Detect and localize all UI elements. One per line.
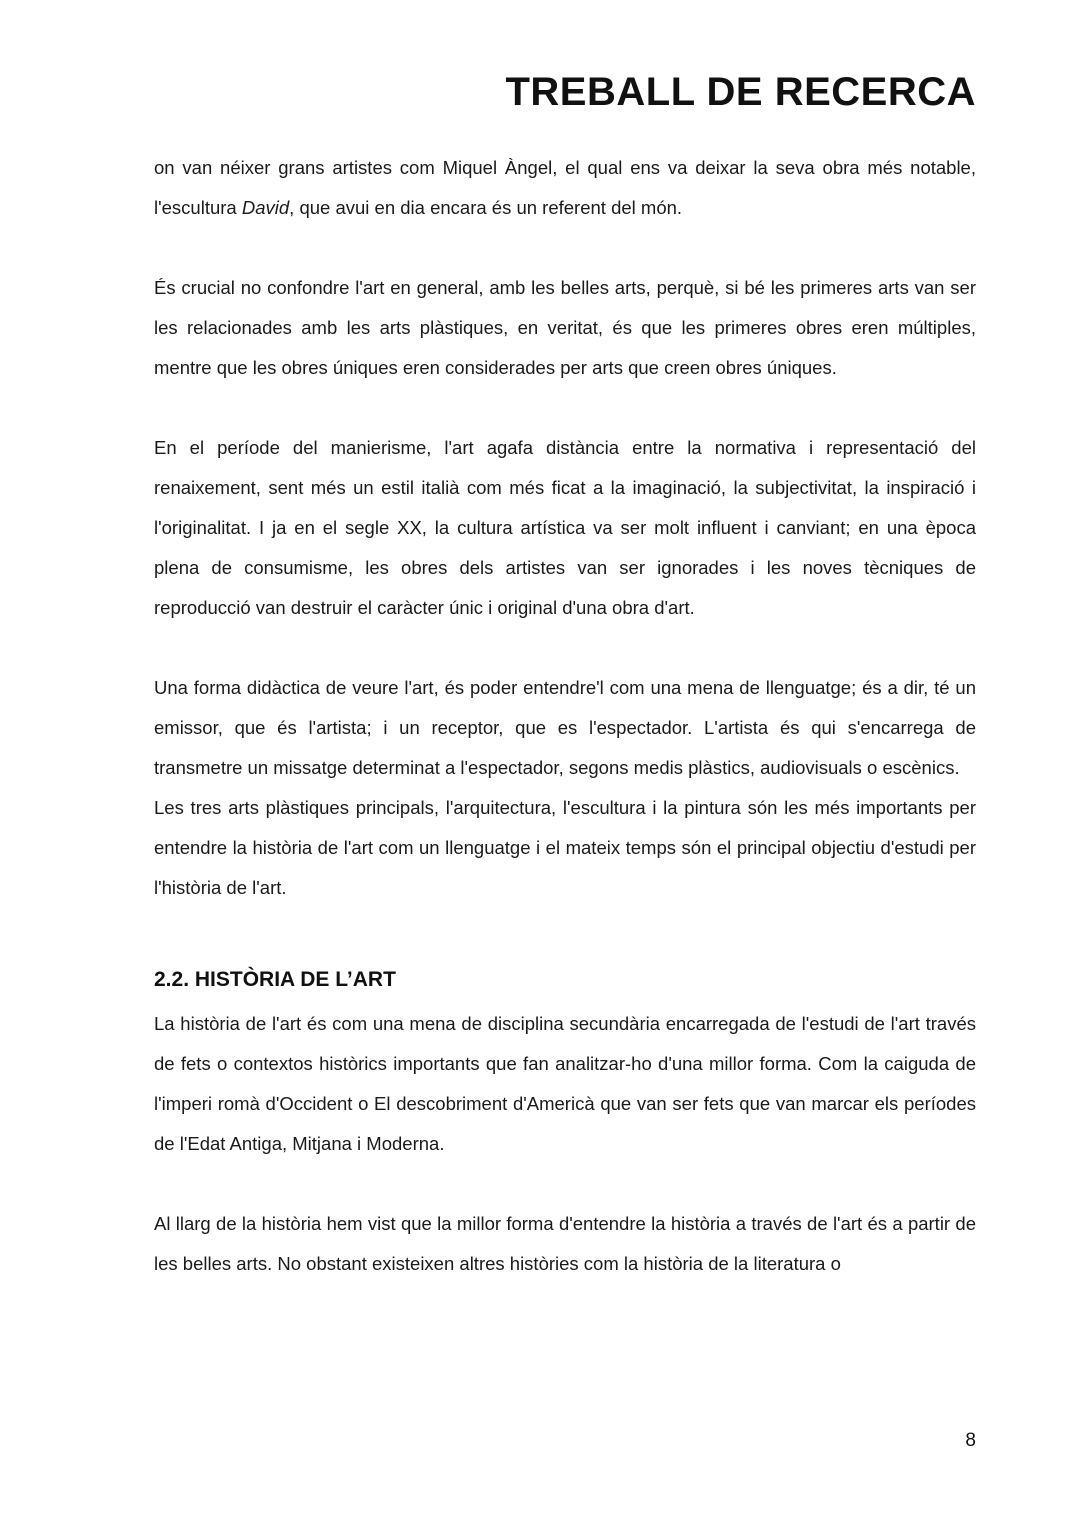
paragraph-spacer <box>154 228 976 268</box>
paragraph-spacer <box>154 628 976 668</box>
paragraph-1 <box>154 148 976 228</box>
document-header-title: TREBALL DE RECERCA <box>505 70 976 114</box>
section-paragraph-2: Al llarg de la història hem vist que la millor forma d'entendre la història a través de l'art és a partir de les belles arts. No obstant existeixen altres històries com la història de la literatura o <box>154 1213 976 1274</box>
paragraph-3: En el període del manierisme, l'art agafa distància entre la normativa i representació del renaixement, sent més un estil italià com més ficat a la imaginació, la subjectivitat, la inspiració i l'originalitat. I ja en el segle XX, la cultura artística va ser molt influent i canviant; en una època plena de consumisme, les obres dels artistes van ser ignorades i les noves tècniques de reproducció van destruir el caràcter únic i original d'una obra d'art. <box>154 437 976 618</box>
paragraph-1-text-end: , que avui en dia encara és un referent del món. <box>289 197 683 218</box>
artwork-title-italic: David <box>241 197 290 218</box>
section-spacer <box>154 908 976 960</box>
paragraph-2: És crucial no confondre l'art en general, amb les belles arts, perquè, si bé les primeres arts van ser les relacionades amb les arts plàstiques, en veritat, és que les primeres obres eren múltiples, mentre que les obres úniques eren considerades per arts que creen obres úniques. <box>154 277 976 378</box>
section-paragraph-1: La història de l'art és com una mena de disciplina secundària encarregada de l'estudi de l'art través de fets o contextos històrics importants que fan analitzar-ho d'una millor forma. Com la caiguda de l'imperi romà d'Occident o El descobriment d'Americà que van ser fets que van marcar els períodes de l'Edat Antiga, Mitjana i Moderna. <box>154 1013 976 1154</box>
page-number: 8 <box>965 1430 976 1451</box>
paragraph-1-text-start: on van néixer grans artistes com Miquel Àngel, el qual ens va deixar la seva obra més notable, l'escultura <box>154 157 976 218</box>
paragraph-spacer <box>154 388 976 428</box>
section-heading: 2.2. HISTÒRIA DE L’ART <box>154 968 396 991</box>
paragraph-4: Una forma didàctica de veure l'art, és poder entendre'l com una mena de llenguatge; és a dir, té un emissor, que és l'artista; i un receptor, que es l'espectador. L'artista és qui s'encarrega de transmetre un missatge determinat a l'espectador, segons medis plàstics, audiovisuals o escènics. <box>154 677 976 778</box>
paragraph-5: Les tres arts plàstiques principals, l'arquitectura, l'escultura i la pintura són les més importants per entendre la història de l'art com un llenguatge i el mateix temps són el principal objectiu d'estudi per l'història de l'art. <box>154 797 976 898</box>
paragraph-spacer <box>154 1164 976 1204</box>
document-body <box>154 148 976 1284</box>
